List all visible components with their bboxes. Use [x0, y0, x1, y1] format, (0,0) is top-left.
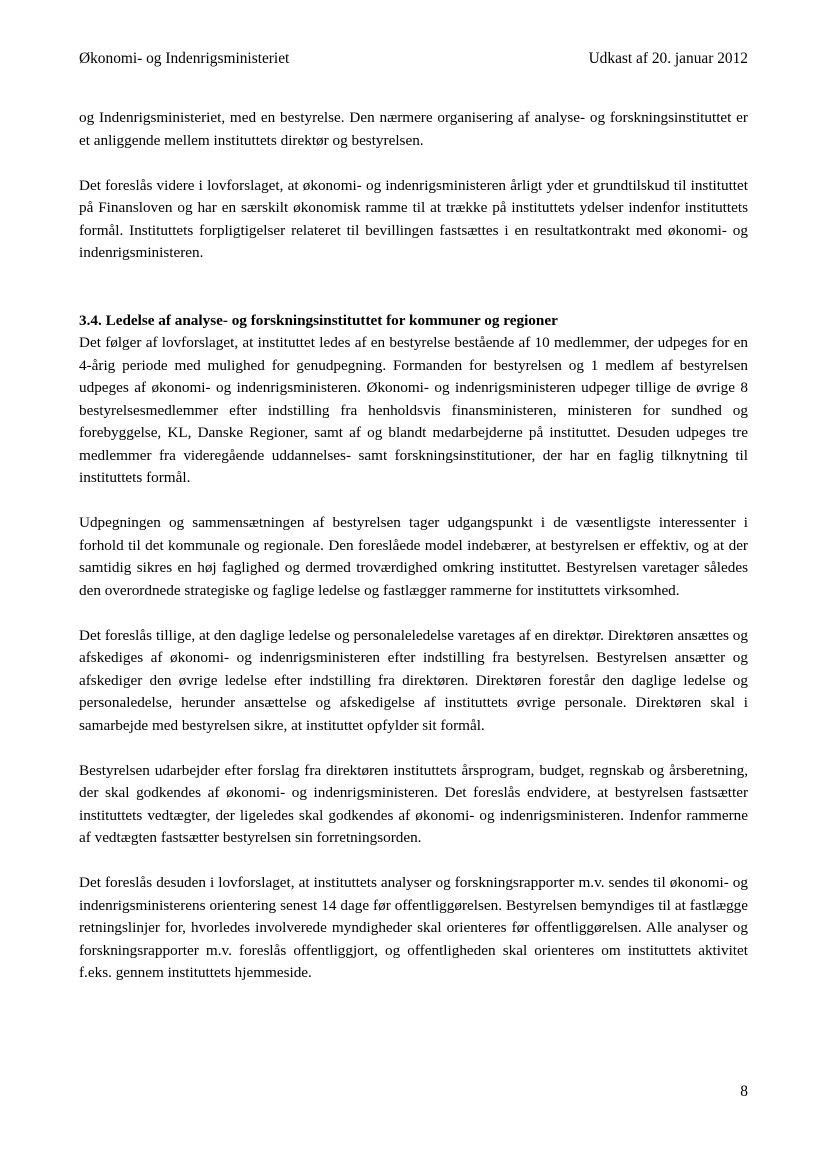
paragraph-continuation: og Indenrigsministeriet, med en bestyrelse. Den nærmere organisering af analyse- og forskningsinstituttet er et anliggende mellem instituttets direktør og bestyrelsen. — [79, 109, 748, 149]
paragraph-board-composition: Det følger af lovforslaget, at instituttet ledes af en bestyrelse bestående af 10 medlemmer, der udpeges for en 4-årig periode med mulighed for genudpegning. Formanden for bestyrelsen og 1 medlem af bestyrelsen udpeges af økonomi- og indenrigsministeren. Økonomi- og indenrigsministeren udpeger tillige de øvrige 8 bestyrelsesmedlemmer efter indstilling fra henholdsvis finansministeren, ministeren for sundhed og forebyggelse, KL, Danske Regioner, samt af og blandt medarbejderne på instituttet. Desuden udpeges tre medlemmer fra videregående uddannelses- samt forskningsinstitutioner, der har en faglig tilknytning til instituttets formål. — [79, 334, 748, 486]
document-body — [79, 107, 748, 985]
ministry-name: Økonomi- og Indenrigsministeriet — [79, 50, 290, 67]
page-header — [79, 49, 748, 69]
paragraph-publication: Det foreslås desuden i lovforslaget, at instituttets analyser og forskningsrapporter m.v. sendes til økonomi- og indenrigsministerens orientering senest 14 dage før offentliggørelsen. Bestyrelsen bemyndiges til at fastlægge retningslinjer for, hvorledes involverede myndigheder skal orienteres før offentliggørelsen. Alle analyser og forskningsrapporter m.v. foreslås offentliggjort, og offentligheden skal orienteres om instituttets aktivitet f.eks. gennem instituttets hjemmeside. — [79, 874, 748, 981]
paragraph-director: Det foreslås tillige, at den daglige ledelse og personaleledelse varetages af en direktør. Direktøren ansættes og afskediges af økonomi- og indenrigsministeren efter indstilling fra bestyrelsen. Bestyrelsen ansætter og afskediger den øvrige ledelse efter indstilling fra direktøren. Direktøren forestår den daglige ledelse og personaledelse, herunder ansættelse og afskedigelse af instituttets øvrige personale. Direktøren skal i samarbejde med bestyrelsen sikre, at instituttet opfylder sit formål. — [79, 626, 748, 734]
paragraph-board-appointment: Udpegningen og sammensætningen af bestyrelsen tager udgangspunkt i de væsentligste interessenter i forhold til det kommunale og regionale. Den foreslåede model indebærer, at bestyrelsen er effektiv, og at der samtidig sikres en høj faglighed og dermed troværdighed omkring instituttet. Bestyrelsen varetager således den overordnede strategiske og faglige ledelse og fastlægger rammerne for instituttets virksomhed. — [79, 514, 748, 599]
paragraph-board-duties: Bestyrelsen udarbejder efter forslag fra direktøren instituttets årsprogram, budget, regnskab og årsberetning, der skal godkendes af økonomi- og indenrigsministeren. Det foreslås endvidere, at bestyrelsen fastsætter instituttets vedtægter, der ligeledes skal godkendes af økonomi- og indenrigsministeren. Indenfor rammerne af vedtægten fastsætter bestyrelsen sin forretningsorden. — [79, 761, 748, 846]
section-heading: 3.4. Ledelse af analyse- og forskningsinstituttet for kommuner og regioner — [79, 311, 558, 329]
page-number: 8 — [740, 1083, 748, 1100]
paragraph-grant: Det foreslås videre i lovforslaget, at økonomi- og indenrigsministeren årligt yder et grundtilskud til instituttet på Finansloven og har en særskilt økonomisk ramme til at trække på instituttets ydelser indenfor instituttets formål. Instituttets forpligtigelser relateret til bevillingen fastsættes i en resultatkontrakt med økonomi- og indenrigsministeren. — [79, 176, 748, 261]
draft-date: Udkast af 20. januar 2012 — [588, 50, 748, 67]
